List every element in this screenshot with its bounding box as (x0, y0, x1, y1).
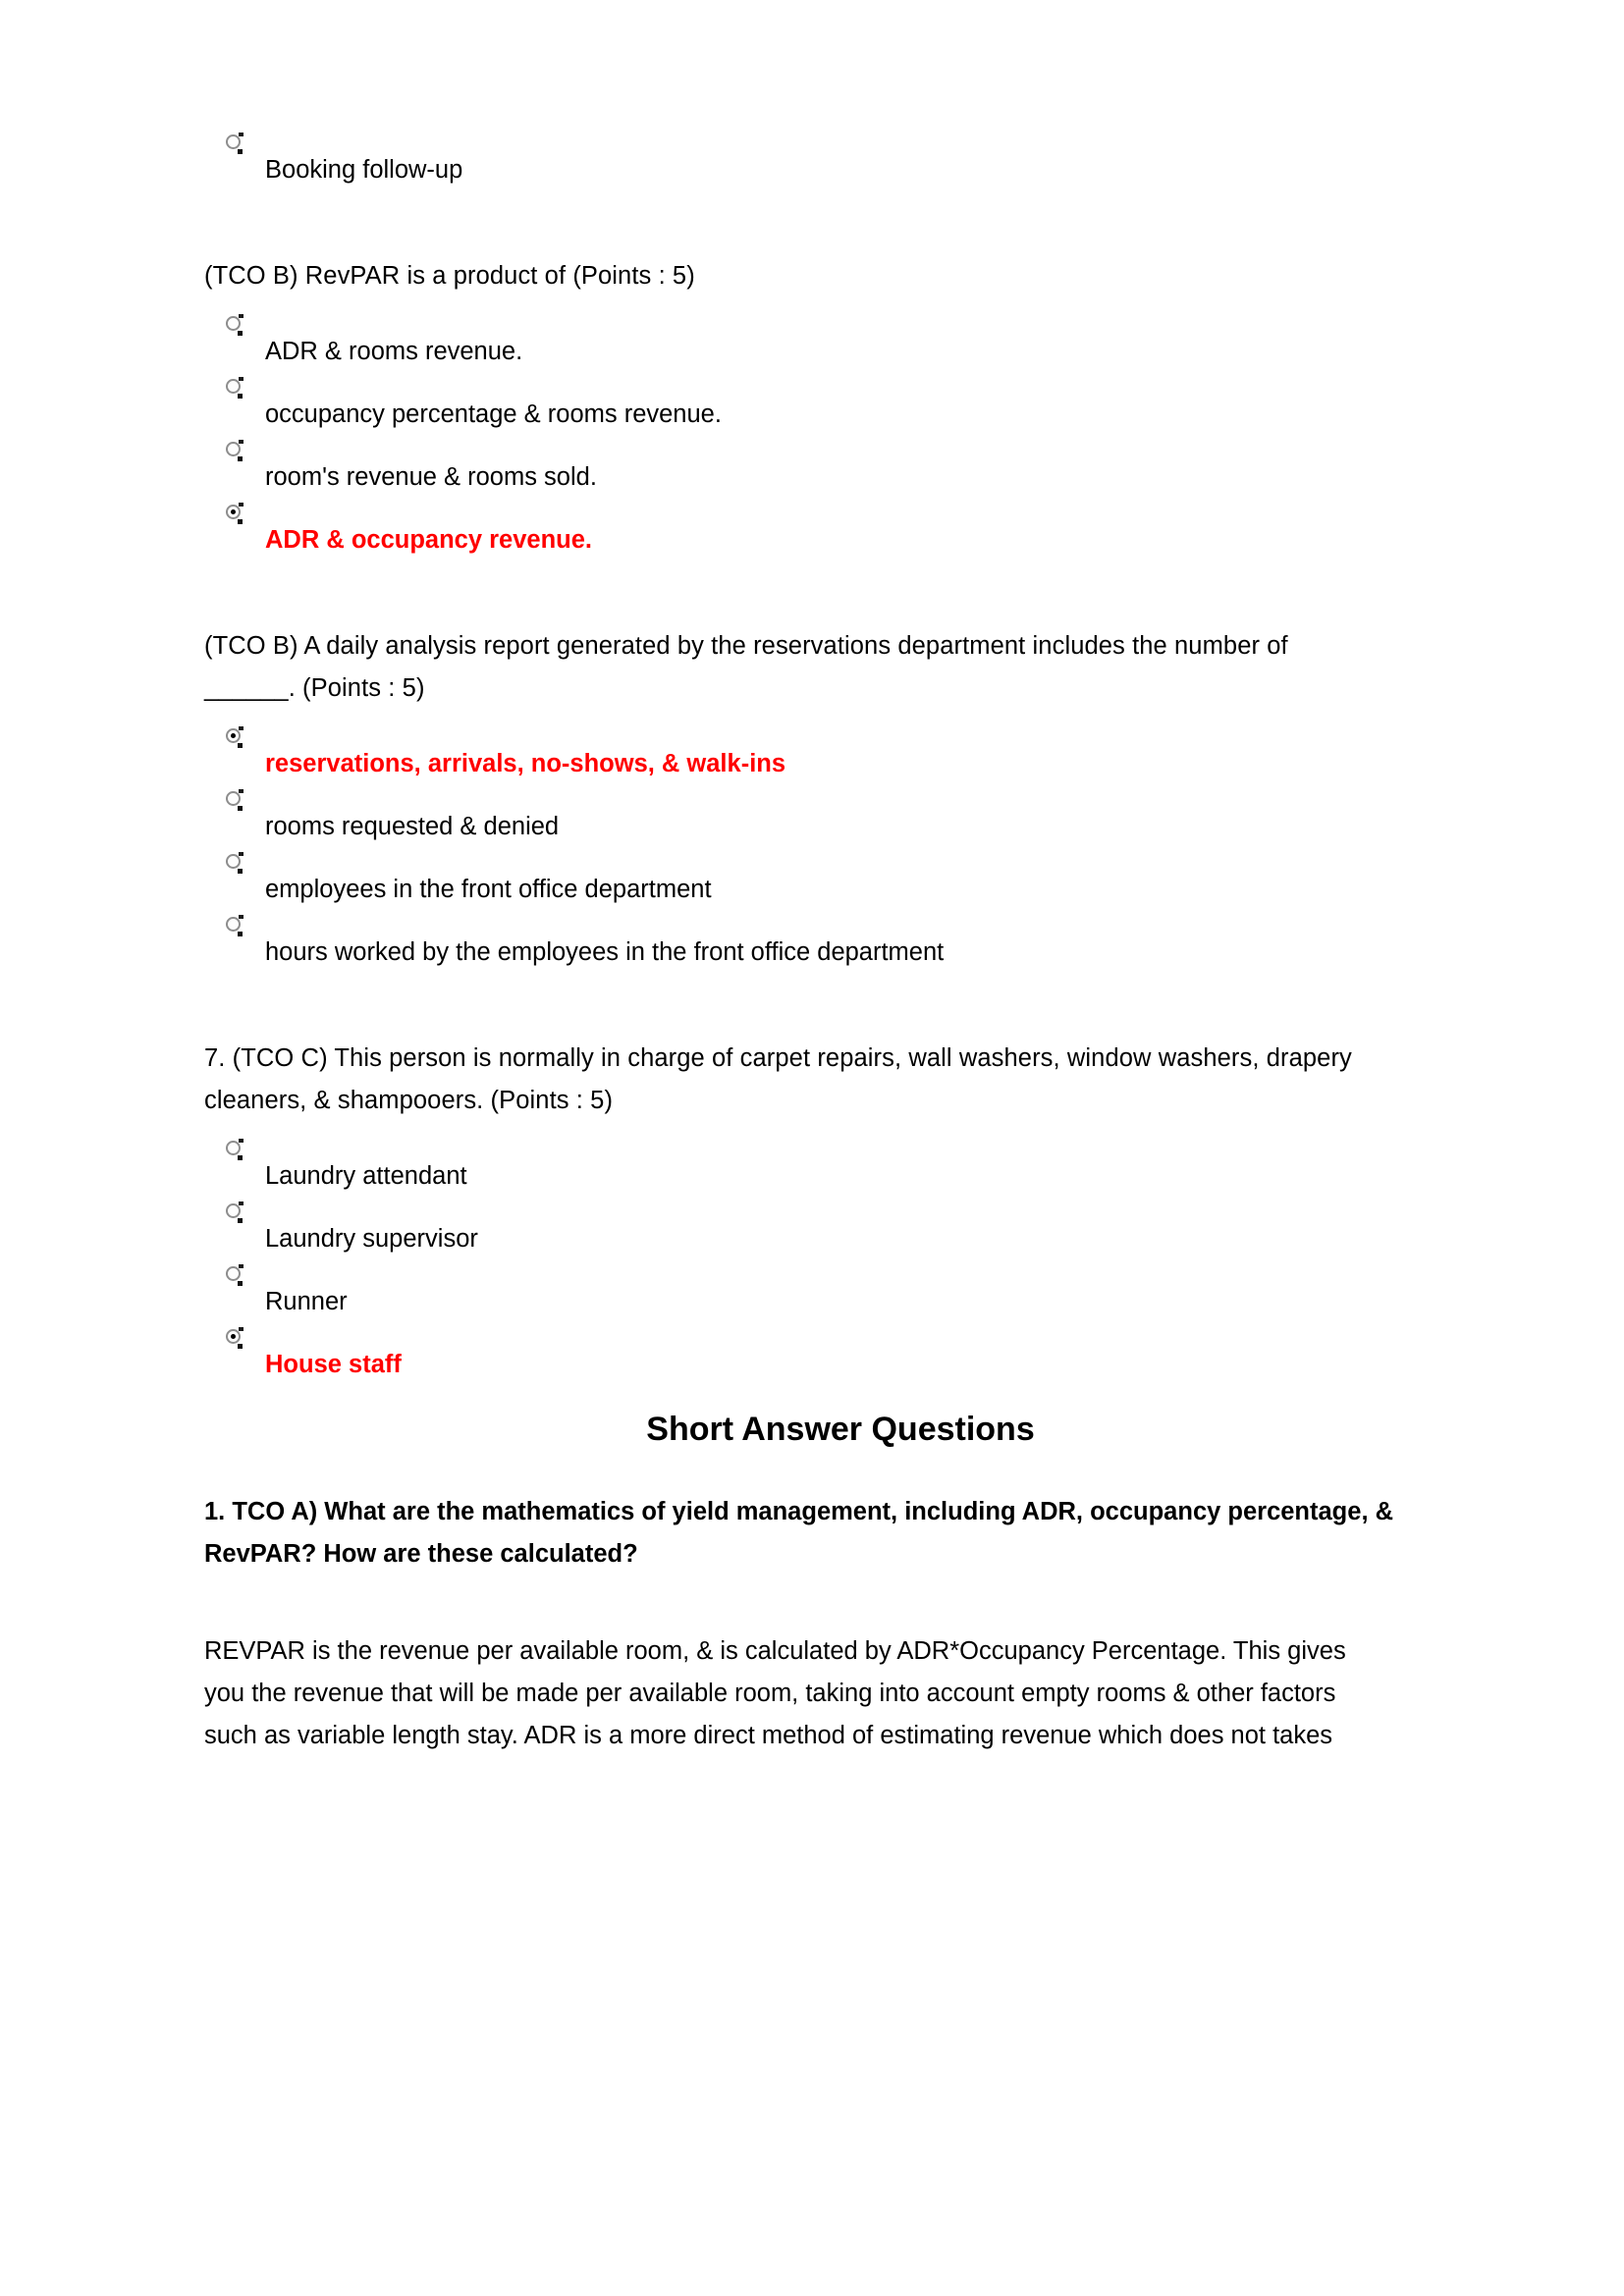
short-answer-question-line2: RevPAR? How are these calculated? (204, 1540, 638, 1568)
option-label: employees in the front office department (265, 876, 712, 903)
radio-button-selected-icon[interactable] (226, 1329, 243, 1346)
radio-button-unselected-icon[interactable] (226, 854, 243, 871)
radio-button-selected-icon[interactable] (226, 728, 243, 745)
spacer (204, 1452, 1477, 1491)
option-row-selected[interactable] (204, 507, 1477, 555)
radio-button-unselected-icon[interactable] (226, 791, 243, 808)
option-row[interactable] (204, 445, 1477, 492)
radio-button-unselected-icon[interactable] (226, 1203, 243, 1220)
option-row[interactable] (204, 920, 1477, 967)
option-label-selected: reservations, arrivals, no-shows, & walk-ins (265, 750, 786, 777)
answer-line: such as variable length stay. ADR is a more direct method of estimating revenue which does not takes (204, 1722, 1333, 1749)
answer-line: you the revenue that will be made per available room, taking into account empty rooms & other factors (204, 1680, 1336, 1707)
option-row[interactable] (204, 794, 1477, 841)
option-list-revpar (204, 319, 1477, 555)
short-answer-response (204, 1630, 1477, 1757)
question-prompt-daily-report-line1: (TCO B) A daily analysis report generated by the reservations department includes the number of (204, 632, 1288, 660)
option-label-selected: ADR & occupancy revenue. (265, 526, 593, 554)
spacer (204, 1122, 1477, 1144)
question-prompt-daily-report-line2: ______. (Points : 5) (204, 674, 425, 702)
option-row-selected[interactable] (204, 1332, 1477, 1379)
option-label-selected: House staff (265, 1351, 402, 1378)
option-label: occupancy percentage & rooms revenue. (265, 400, 722, 428)
page-title: Short Answer Questions (646, 1411, 1035, 1448)
option-list-q7 (204, 1144, 1477, 1379)
short-answer-question-line1: 1. TCO A) What are the mathematics of yield management, including ADR, occupancy percentage, & (204, 1498, 1394, 1525)
option-row[interactable] (204, 857, 1477, 904)
spacer (204, 1395, 1477, 1407)
radio-button-unselected-icon[interactable] (226, 917, 243, 934)
question-prompt-q7-line2: cleaners, & shampooers. (Points : 5) (204, 1087, 614, 1114)
option-row[interactable] (204, 382, 1477, 429)
radio-button-unselected-icon[interactable] (226, 316, 243, 333)
spacer (204, 297, 1477, 319)
radio-button-unselected-icon[interactable] (226, 442, 243, 458)
spacer (204, 710, 1477, 731)
question-prompt-q7-line1: 7. (TCO C) This person is normally in charge of carpet repairs, wall washers, window washers, drapery (204, 1044, 1352, 1072)
option-label: Laundry supervisor (265, 1225, 478, 1253)
spacer (204, 570, 1477, 625)
spacer (204, 983, 1477, 1038)
radio-button-unselected-icon[interactable] (226, 1141, 243, 1157)
answer-line: REVPAR is the revenue per available room, & is calculated by ADR*Occupancy Percentage. This gives (204, 1637, 1346, 1665)
option-label: room's revenue & rooms sold. (265, 463, 597, 491)
option-row-selected[interactable] (204, 731, 1477, 778)
option-row[interactable] (204, 137, 1477, 185)
option-label: ADR & rooms revenue. (265, 338, 523, 365)
radio-button-unselected-icon[interactable] (226, 1266, 243, 1283)
question-prompt-revpar: (TCO B) RevPAR is a product of (Points : 5) (204, 262, 695, 290)
radio-button-selected-icon[interactable] (226, 505, 243, 521)
option-label: rooms requested & denied (265, 813, 560, 840)
option-label: Laundry attendant (265, 1162, 467, 1190)
orphan-option-list (204, 137, 1477, 185)
option-row[interactable] (204, 1206, 1477, 1254)
option-list-daily-report (204, 731, 1477, 967)
radio-button-unselected-icon[interactable] (226, 134, 243, 151)
option-row[interactable] (204, 1144, 1477, 1191)
spacer (204, 1575, 1477, 1630)
option-label: Booking follow-up (265, 156, 463, 184)
option-row[interactable] (204, 319, 1477, 366)
option-label: Runner (265, 1288, 348, 1315)
option-row[interactable] (204, 1269, 1477, 1316)
spacer (204, 200, 1477, 255)
option-label: hours worked by the employees in the front office department (265, 938, 945, 966)
radio-button-unselected-icon[interactable] (226, 379, 243, 396)
